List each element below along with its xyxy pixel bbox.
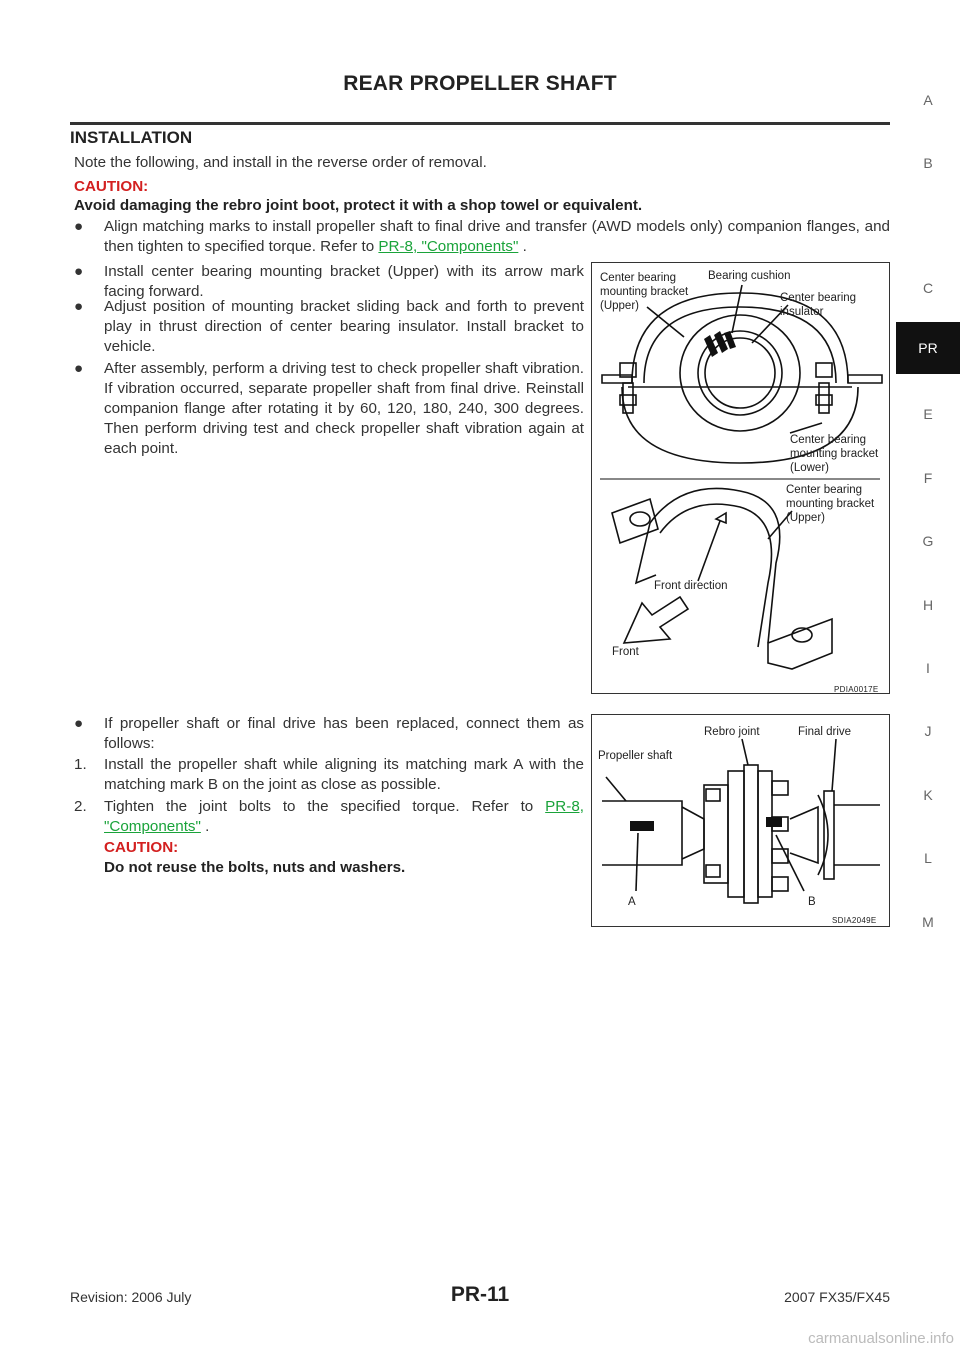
label-cbm-upper-2: Center bearing mounting bracket (Upper) [786,484,875,524]
tab-b[interactable]: B [923,155,933,171]
label-mark-a: A [628,896,636,908]
tab-c[interactable]: C [922,280,934,296]
bullet-icon: ● [74,715,84,732]
label-final-drive: Final drive [798,726,852,738]
bullet-icon: ● [74,360,84,377]
tab-h[interactable]: H [922,597,934,613]
bracket-figure [591,262,890,694]
label-bearing-cushion: Bearing cushion [708,270,791,282]
caution-text: Avoid damaging the rebro joint boot, protect it with a shop towel or equivalent. [74,197,643,214]
bullet-icon: ● [74,298,84,315]
tab-l[interactable]: L [924,850,932,866]
section-heading: INSTALLATION [70,128,193,147]
label-rebro-joint: Rebro joint [704,726,760,738]
tab-m[interactable]: M [922,914,934,930]
tab-a[interactable]: A [923,92,933,108]
tab-pr[interactable]: PR [896,322,960,374]
tab-g[interactable]: G [922,533,934,549]
tab-f[interactable]: F [923,470,933,486]
footer-page-number: PR-11 [450,1283,510,1306]
bullet-item: ● Align matching marks to install propeller shaft to final drive and transfer (AWD models only) companion flanges, and then tighten to specified torque. Refer to PR-8, "Components" . [74,218,890,255]
tab-i[interactable]: I [926,660,930,676]
label-front-direction: Front direction [654,580,728,592]
label-insulator: Center bearing insulator [780,292,857,318]
joint-figure [591,714,890,927]
components-link[interactable]: PR-8, "Components" [378,238,519,255]
label-propeller-shaft: Propeller shaft [598,750,673,762]
figure-code: SDIA2049E [832,916,877,925]
bullet-item: ● Adjust position of mounting bracket sliding back and forth to prevent play in thrust direction of center bearing insulator. Install bracket to vehicle. [74,298,584,355]
label-cbm-upper: Center bearing mounting bracket (Upper) [600,272,689,312]
tab-k[interactable]: K [923,787,933,803]
figure-code: PDIA0017E [834,685,879,694]
footer-model: 2007 FX35/FX45 [784,1289,890,1305]
label-mark-b: B [808,896,816,908]
bullet-item: ● Install center bearing mounting bracket (Upper) with its arrow mark facing forward. [74,263,584,300]
caution-label: CAUTION: [74,178,149,195]
footer-revision: Revision: 2006 July [70,1289,192,1305]
bullet-item: ● If propeller shaft or final drive has been replaced, connect them as follows: [74,715,584,752]
step-item: 1. Install the propeller shaft while aligning its matching mark A with the matching mark B on the joint as close as possible. [74,756,584,793]
components-link[interactable]: PR-8, "Components" [104,798,584,835]
caution-text: Do not reuse the bolts, nuts and washers. [104,859,406,876]
tab-e[interactable]: E [923,406,933,422]
bracket-illustration [592,263,888,692]
label-cbm-lower: Center bearing mounting bracket (Lower) [790,434,879,474]
watermark-text: carmanualsonline.info [808,1330,954,1347]
bullet-item: ● After assembly, perform a driving test to check propeller shaft vibration. If vibration occurred, separate propeller shaft from final drive. Reinstall companion flange after rotating it by 60, 120, 180, 240, 300 degrees. Then perform driving test and check propeller shaft vibration again at each point. [74,360,584,457]
bullet-icon: ● [74,263,84,280]
heading-rule [70,122,890,125]
joint-illustration [592,715,888,925]
page-title: REAR PROPELLER SHAFT [343,72,617,95]
label-front: Front [612,646,639,658]
tab-j[interactable]: J [924,723,932,739]
intro-text: Note the following, and install in the reverse order of removal. [74,154,487,171]
bullet-icon: ● [74,218,84,235]
step-item: 2. Tighten the joint bolts to the specified torque. Refer to PR-8, "Components" . [74,798,584,835]
caution-label: CAUTION: [104,839,179,856]
